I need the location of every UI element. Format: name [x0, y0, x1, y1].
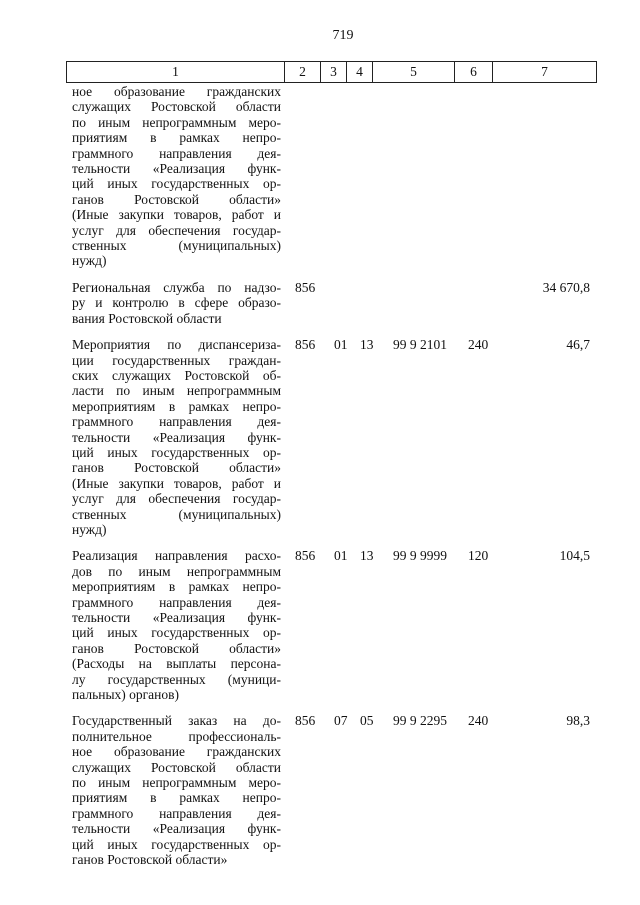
table-body	[66, 84, 596, 879]
table-row	[66, 713, 596, 867]
amount-cell: 104,5	[559, 548, 590, 564]
description-line: нужд)	[72, 521, 107, 537]
subsection-code-cell: 13	[360, 548, 374, 564]
column-header-5: 5	[373, 62, 455, 83]
amount-cell: 46,7	[566, 337, 590, 353]
expense-type-cell: 240	[468, 337, 489, 353]
description-line: граммного направления дея-	[72, 805, 281, 821]
description-line: ганов Ростовской области»	[72, 460, 281, 476]
target-article-cell: 99 9 2295	[393, 713, 447, 729]
subsection-code-cell: 05	[360, 713, 374, 729]
expense-type-cell: 120	[468, 548, 489, 564]
column-header-2: 2	[285, 62, 321, 83]
description-line: ласти по иным непрограммным	[72, 383, 281, 399]
amount-cell: 34 670,8	[542, 279, 590, 295]
description-line: пальных) органов)	[72, 687, 180, 703]
page-number: 719	[332, 28, 354, 43]
table-row	[66, 548, 596, 702]
description-line: Государственный заказ на до-	[72, 713, 281, 729]
row-description	[72, 280, 281, 326]
description-line: ганов Ростовской области»	[72, 640, 281, 656]
description-line: ций иных государственных ор-	[72, 625, 281, 641]
description-line: ций иных государственных ор-	[72, 444, 281, 460]
department-code-cell: 856	[295, 279, 316, 295]
table-row	[66, 84, 596, 269]
section-code-cell: 01	[334, 548, 348, 564]
description-line: (Иные закупки товаров, работ и	[72, 207, 281, 223]
description-line: тельности «Реализация функ-	[72, 161, 281, 177]
description-line: ций иных государственных ор-	[72, 176, 281, 192]
expense-type-cell: 240	[468, 713, 489, 729]
amount-cell: 98,3	[566, 713, 590, 729]
department-code-cell: 856	[295, 713, 316, 729]
table-row	[66, 280, 596, 326]
row-description	[72, 337, 281, 537]
description-line: мероприятиям в рамках непро-	[72, 579, 281, 595]
description-line: вания Ростовской области	[72, 310, 222, 326]
target-article-cell: 99 9 2101	[393, 337, 447, 353]
subsection-code-cell: 13	[360, 337, 374, 353]
description-line: (Иные закупки товаров, работ и	[72, 475, 281, 491]
description-line: граммного направления дея-	[72, 145, 281, 161]
section-code-cell: 07	[334, 713, 348, 729]
description-line: по иным непрограммным меро-	[72, 114, 281, 130]
description-line: ное образование гражданских	[72, 84, 281, 99]
description-line: ганов Ростовской области»	[72, 191, 281, 207]
description-line: служащих Ростовской области	[72, 759, 281, 775]
column-header-7: 7	[493, 62, 597, 83]
description-line: тельности «Реализация функ-	[72, 610, 281, 625]
row-description	[72, 84, 281, 269]
description-line: приятиям в рамках непро-	[72, 130, 281, 146]
description-line: нужд)	[72, 253, 107, 269]
description-line: ное образование гражданских	[72, 744, 281, 760]
column-header-row	[66, 61, 597, 83]
column-header-4: 4	[347, 62, 373, 83]
description-line: ских служащих Ростовской об-	[72, 367, 281, 383]
description-line: служащих Ростовской области	[72, 99, 281, 115]
description-line: приятиям в рамках непро-	[72, 790, 281, 806]
description-line: ганов Ростовской области»	[72, 852, 228, 868]
description-line: Мероприятия по диспансериза-	[72, 337, 281, 353]
description-line: граммного направления дея-	[72, 414, 281, 430]
department-code-cell: 856	[295, 548, 316, 564]
description-line: лу государственных (муници-	[72, 671, 281, 687]
description-line: тельности «Реализация функ-	[72, 429, 281, 445]
description-line: полнительное профессиональ-	[72, 728, 281, 744]
description-line: ственных (муниципальных)	[72, 506, 281, 522]
description-line: ру и контролю в сфере образо-	[72, 295, 281, 311]
target-article-cell: 99 9 9999	[393, 548, 447, 564]
column-header-1: 1	[67, 62, 285, 83]
description-line: граммного направления дея-	[72, 594, 281, 610]
description-line: услуг для обеспечения государ-	[72, 222, 281, 238]
section-code-cell: 01	[334, 337, 348, 353]
description-line: Реализация направления расхо-	[72, 548, 281, 564]
description-line: ственных (муниципальных)	[72, 238, 281, 254]
description-line: услуг для обеспечения государ-	[72, 491, 281, 507]
column-header-6: 6	[455, 62, 493, 83]
table-row	[66, 337, 596, 537]
description-line: мероприятиям в рамках непро-	[72, 398, 281, 414]
row-description	[72, 713, 281, 867]
column-header-3: 3	[321, 62, 347, 83]
description-line: ции государственных граждан-	[72, 352, 281, 368]
description-line: тельности «Реализация функ-	[72, 821, 281, 837]
description-line: по иным непрограммным меро-	[72, 775, 281, 791]
row-description	[72, 548, 281, 702]
description-line: дов по иным непрограммным	[72, 563, 281, 579]
description-line: ций иных государственных ор-	[72, 836, 281, 852]
description-line: Региональная служба по надзо-	[72, 279, 281, 295]
department-code-cell: 856	[295, 337, 316, 353]
description-line: (Расходы на выплаты персона-	[72, 656, 281, 672]
